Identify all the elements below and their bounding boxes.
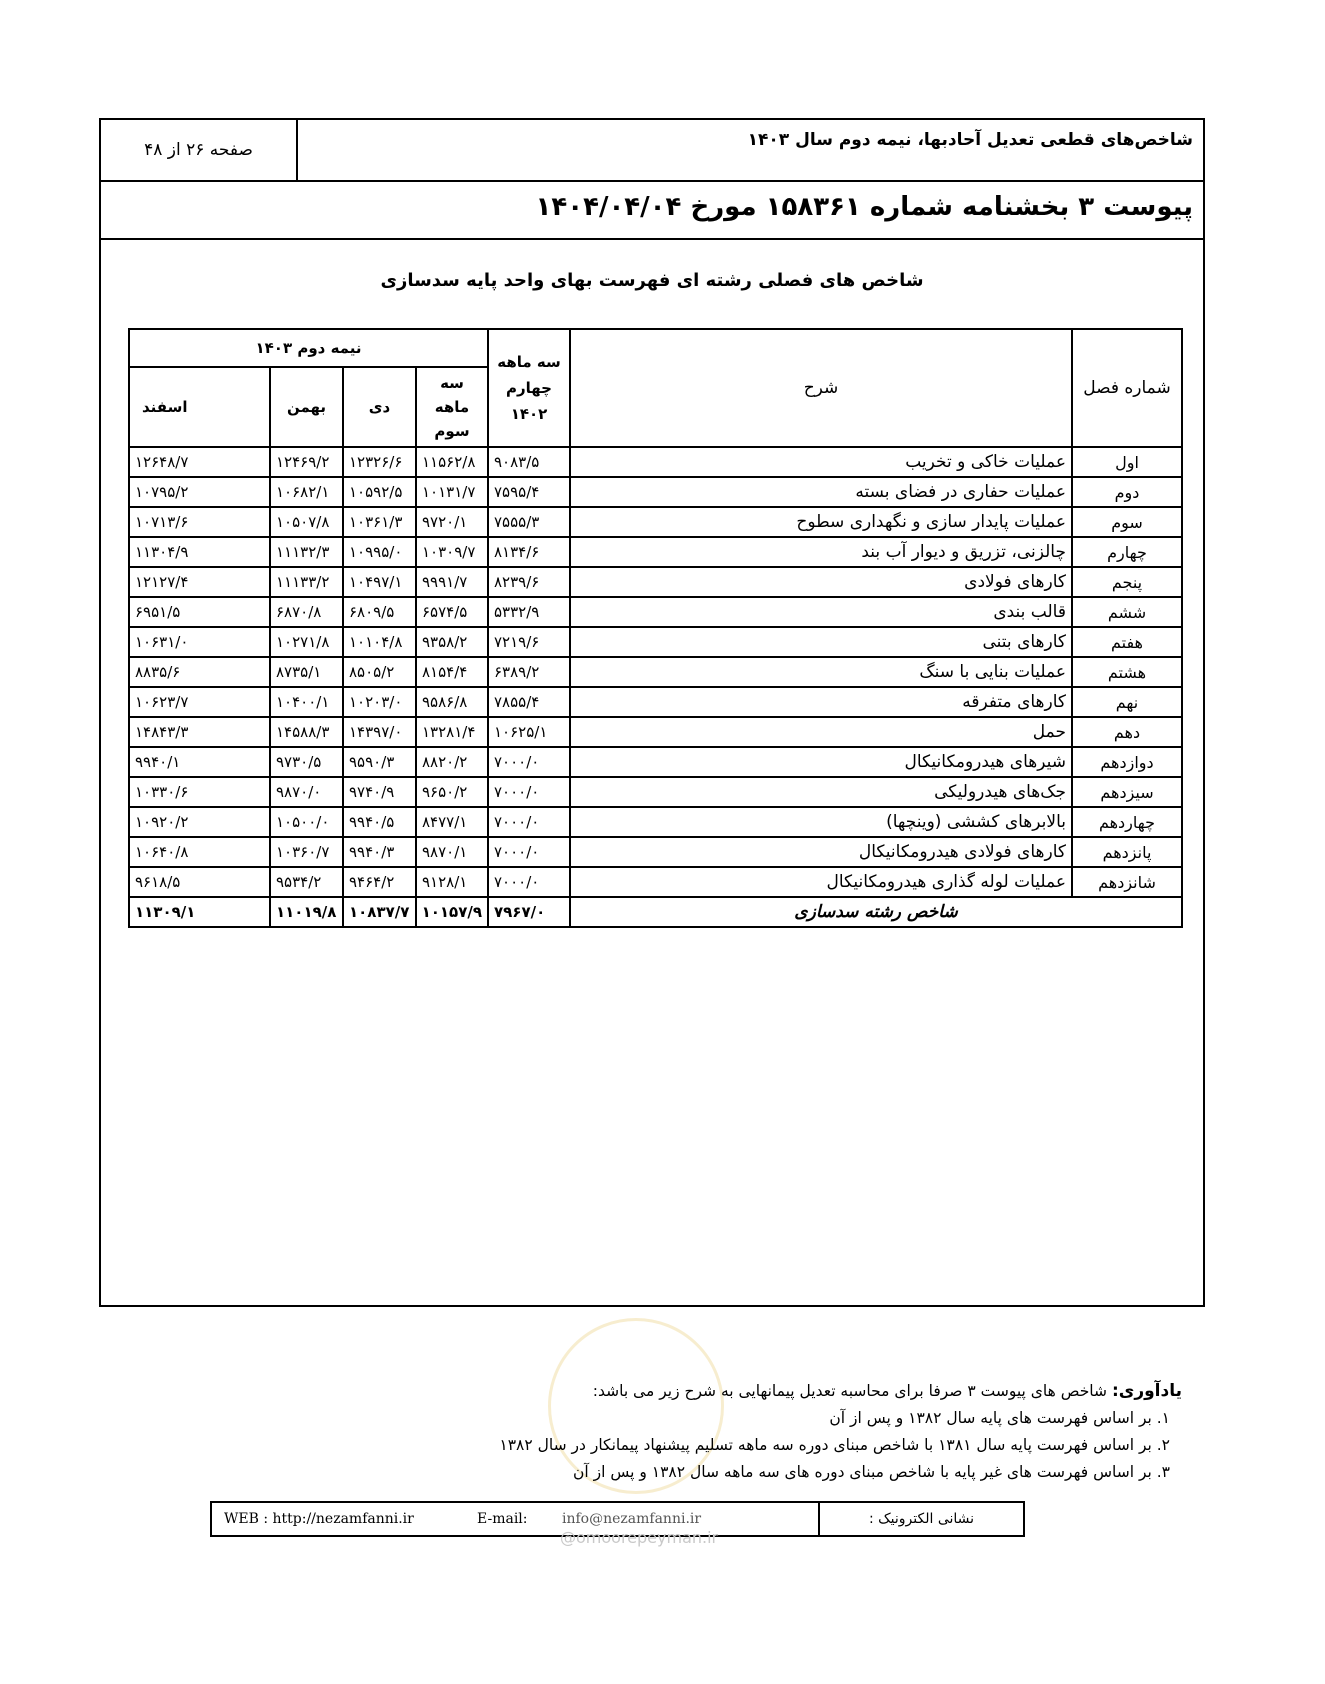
dey-cell: ۱۰۴۹۷/۱ — [343, 567, 416, 597]
web-link[interactable]: WEB : http://nezamfanni.ir — [224, 1511, 414, 1527]
bahman-cell: ۱۰۶۸۲/۱ — [270, 477, 343, 507]
col-esfand-header: اسفند — [129, 367, 270, 447]
header-row — [101, 120, 1203, 182]
table-row — [129, 447, 1182, 477]
desc-cell: عملیات حفاری در فضای بسته — [570, 477, 1072, 507]
header-title: شاخص‌های قطعی تعدیل آحادبها، نیمه دوم سال ۱۴۰۳ — [747, 130, 1193, 150]
bahman-cell: ۱۰۵۰۷/۸ — [270, 507, 343, 537]
bahman-cell: ۶۸۷۰/۸ — [270, 597, 343, 627]
main-title-row — [101, 180, 1203, 240]
email-label: E-mail: — [477, 1511, 528, 1527]
desc-cell: عملیات خاکی و تخریب — [570, 447, 1072, 477]
chapter-cell: شانزدهم — [1072, 867, 1182, 897]
table-row — [129, 747, 1182, 777]
total-q4-cell: ۷۹۶۷/۰ — [488, 897, 570, 927]
dey-cell: ۱۰۲۰۳/۰ — [343, 687, 416, 717]
total-bahman-cell: ۱۱۰۱۹/۸ — [270, 897, 343, 927]
chapter-cell: دوازدهم — [1072, 747, 1182, 777]
q3-cell: ۹۹۹۱/۷ — [416, 567, 488, 597]
q4-cell: ۵۳۳۲/۹ — [488, 597, 570, 627]
chapter-cell: دهم — [1072, 717, 1182, 747]
q4-cell: ۷۰۰۰/۰ — [488, 747, 570, 777]
chapter-cell: هشتم — [1072, 657, 1182, 687]
chapter-cell: پانزدهم — [1072, 837, 1182, 867]
notes-label: یادآوری: — [1111, 1381, 1182, 1401]
esfand-cell: ۸۸۳۵/۶ — [129, 657, 270, 687]
table-row — [129, 477, 1182, 507]
table-row — [129, 507, 1182, 537]
note-item-3: ۳. بر اساس فهرست های غیر پایه با شاخص مبنای دوره های سه ماهه سال ۱۳۸۲ و پس از آن — [573, 1463, 1170, 1481]
desc-cell: عملیات بنایی با سنگ — [570, 657, 1072, 687]
table-row — [129, 837, 1182, 867]
dey-cell: ۸۵۰۵/۲ — [343, 657, 416, 687]
bahman-cell: ۸۷۳۵/۱ — [270, 657, 343, 687]
esfand-cell: ۱۴۸۴۳/۳ — [129, 717, 270, 747]
esfand-cell: ۱۰۶۳۱/۰ — [129, 627, 270, 657]
dey-cell: ۱۰۳۶۱/۳ — [343, 507, 416, 537]
contact-label: نشانی الکترونیک : — [818, 1503, 1023, 1535]
total-dey-cell: ۱۰۸۳۷/۷ — [343, 897, 416, 927]
bahman-cell: ۱۰۵۰۰/۰ — [270, 807, 343, 837]
q3-cell: ۱۰۱۳۱/۷ — [416, 477, 488, 507]
desc-cell: جک‌های هیدرولیکی — [570, 777, 1072, 807]
q3-cell: ۹۱۲۸/۱ — [416, 867, 488, 897]
esfand-cell: ۱۰۶۲۳/۷ — [129, 687, 270, 717]
esfand-cell: ۹۶۱۸/۵ — [129, 867, 270, 897]
desc-cell: کارهای بتنی — [570, 627, 1072, 657]
table-row — [129, 567, 1182, 597]
desc-cell: بالابرهای کششی (وینچها) — [570, 807, 1072, 837]
desc-cell: کارهای فولادی هیدرومکانیکال — [570, 837, 1072, 867]
q4-cell: ۸۲۳۹/۶ — [488, 567, 570, 597]
q4-cell: ۷۰۰۰/۰ — [488, 807, 570, 837]
total-row — [129, 897, 1182, 927]
bahman-cell: ۱۱۱۳۲/۳ — [270, 537, 343, 567]
chapter-cell: ششم — [1072, 597, 1182, 627]
document-frame — [99, 118, 1205, 1307]
chapter-cell: سوم — [1072, 507, 1182, 537]
note-item-1: ۱. بر اساس فهرست های پایه سال ۱۳۸۲ و پس از آن — [829, 1409, 1170, 1427]
bahman-cell: ۱۱۱۳۳/۲ — [270, 567, 343, 597]
esfand-cell: ۱۲۶۴۸/۷ — [129, 447, 270, 477]
desc-cell: شیرهای هیدرومکانیکال — [570, 747, 1072, 777]
total-esfand-cell: ۱۱۳۰۹/۱ — [129, 897, 270, 927]
bahman-cell: ۱۰۴۰۰/۱ — [270, 687, 343, 717]
esfand-cell: ۱۰۷۱۳/۶ — [129, 507, 270, 537]
table-row — [129, 657, 1182, 687]
bahman-cell: ۹۸۷۰/۰ — [270, 777, 343, 807]
bahman-cell: ۹۵۳۴/۲ — [270, 867, 343, 897]
q3-cell: ۹۳۵۸/۲ — [416, 627, 488, 657]
table-row — [129, 807, 1182, 837]
q4-cell: ۷۸۵۵/۴ — [488, 687, 570, 717]
desc-cell: کارهای فولادی — [570, 567, 1072, 597]
q3-cell: ۱۳۲۸۱/۴ — [416, 717, 488, 747]
total-desc-cell: شاخص رشته سدسازی — [570, 897, 1182, 927]
col-dey-header: دی — [343, 367, 416, 447]
esfand-cell: ۱۲۱۲۷/۴ — [129, 567, 270, 597]
notes-intro-line — [362, 1378, 1182, 1405]
q4-cell: ۱۰۶۲۵/۱ — [488, 717, 570, 747]
email-link[interactable]: info@nezamfanni.ir — [562, 1511, 702, 1527]
bahman-cell: ۹۷۳۰/۵ — [270, 747, 343, 777]
page-number — [101, 120, 298, 180]
dey-cell: ۹۵۹۰/۳ — [343, 747, 416, 777]
note-item-2: ۲. بر اساس فهرست پایه سال ۱۳۸۱ با شاخص مبنای دوره سه ماهه تسلیم پیشنهاد پیمانکار در سال ۱۳۸۲ — [499, 1436, 1170, 1454]
bahman-cell: ۱۲۴۶۹/۲ — [270, 447, 343, 477]
dey-cell: ۱۰۵۹۲/۵ — [343, 477, 416, 507]
chapter-cell: دوم — [1072, 477, 1182, 507]
table-row — [129, 777, 1182, 807]
esfand-cell: ۱۰۷۹۵/۲ — [129, 477, 270, 507]
q3-cell: ۹۵۸۶/۸ — [416, 687, 488, 717]
col-desc-header: شرح — [570, 329, 1072, 447]
chapter-cell: پنجم — [1072, 567, 1182, 597]
main-title: پیوست ۳ بخشنامه شماره ۱۵۸۳۶۱ مورخ ۱۴۰۴/۰۴/۰۴ — [535, 192, 1193, 222]
col-q4-header: سه ماهه چهارم ۱۴۰۲ — [488, 329, 570, 447]
bahman-cell: ۱۰۳۶۰/۷ — [270, 837, 343, 867]
dey-cell: ۹۹۴۰/۳ — [343, 837, 416, 867]
group-header: نیمه دوم ۱۴۰۳ — [129, 329, 488, 367]
esfand-cell: ۱۰۳۳۰/۶ — [129, 777, 270, 807]
chapter-cell: اول — [1072, 447, 1182, 477]
desc-cell: حمل — [570, 717, 1072, 747]
col-bahman-header: بهمن — [270, 367, 343, 447]
q3-cell: ۱۰۳۰۹/۷ — [416, 537, 488, 567]
esfand-cell: ۶۹۵۱/۵ — [129, 597, 270, 627]
desc-cell: قالب بندی — [570, 597, 1072, 627]
table-row — [129, 597, 1182, 627]
page-number-text: صفحه ۲۶ از ۴۸ — [144, 140, 253, 160]
q4-cell: ۷۰۰۰/۰ — [488, 867, 570, 897]
esfand-cell: ۱۰۹۲۰/۲ — [129, 807, 270, 837]
col-chapter-header: شماره فصل — [1072, 329, 1182, 447]
table-row — [129, 537, 1182, 567]
q4-cell: ۷۰۰۰/۰ — [488, 777, 570, 807]
table-row — [129, 687, 1182, 717]
chapter-cell: چهاردهم — [1072, 807, 1182, 837]
q3-cell: ۸۱۵۴/۴ — [416, 657, 488, 687]
esfand-cell: ۱۰۶۴۰/۸ — [129, 837, 270, 867]
q4-cell: ۷۵۹۵/۴ — [488, 477, 570, 507]
chapter-cell: سیزدهم — [1072, 777, 1182, 807]
esfand-cell: ۱۱۳۰۴/۹ — [129, 537, 270, 567]
dey-cell: ۹۴۶۴/۲ — [343, 867, 416, 897]
q4-cell: ۷۵۵۵/۳ — [488, 507, 570, 537]
q3-cell: ۹۷۲۰/۱ — [416, 507, 488, 537]
bahman-cell: ۱۰۲۷۱/۸ — [270, 627, 343, 657]
q3-cell: ۶۵۷۴/۵ — [416, 597, 488, 627]
q3-cell: ۹۶۵۰/۲ — [416, 777, 488, 807]
q4-cell: ۷۲۱۹/۶ — [488, 627, 570, 657]
bahman-cell: ۱۴۵۸۸/۳ — [270, 717, 343, 747]
table-row — [129, 627, 1182, 657]
total-q3-cell: ۱۰۱۵۷/۹ — [416, 897, 488, 927]
q4-cell: ۸۱۳۴/۶ — [488, 537, 570, 567]
desc-cell: عملیات لوله گذاری هیدرومکانیکال — [570, 867, 1072, 897]
q4-cell: ۷۰۰۰/۰ — [488, 837, 570, 867]
dey-cell: ۱۲۳۲۶/۶ — [343, 447, 416, 477]
desc-cell: کارهای متفرقه — [570, 687, 1072, 717]
q4-cell: ۶۳۸۹/۲ — [488, 657, 570, 687]
chapter-cell: نهم — [1072, 687, 1182, 717]
q4-cell: ۹۰۸۳/۵ — [488, 447, 570, 477]
chapter-cell: هفتم — [1072, 627, 1182, 657]
q3-cell: ۸۸۲۰/۲ — [416, 747, 488, 777]
col-q3-header: سه ماهه سوم — [416, 367, 488, 447]
sub-title: شاخص های فصلی رشته ای فهرست بهای واحد پایه سدسازی — [380, 270, 924, 291]
notes — [362, 1378, 1182, 1486]
desc-cell: عملیات پایدار سازی و نگهداری سطوح — [570, 507, 1072, 537]
dey-cell: ۶۸۰۹/۵ — [343, 597, 416, 627]
dey-cell: ۱۴۳۹۷/۰ — [343, 717, 416, 747]
desc-cell: چالزنی، تزریق و دیوار آب بند — [570, 537, 1072, 567]
q3-cell: ۱۱۵۶۲/۸ — [416, 447, 488, 477]
dey-cell: ۹۹۴۰/۵ — [343, 807, 416, 837]
table-row — [129, 867, 1182, 897]
dey-cell: ۱۰۹۹۵/۰ — [343, 537, 416, 567]
index-table — [128, 328, 1183, 928]
chapter-cell: چهارم — [1072, 537, 1182, 567]
dey-cell: ۹۷۴۰/۹ — [343, 777, 416, 807]
esfand-cell: ۹۹۴۰/۱ — [129, 747, 270, 777]
table-row — [129, 717, 1182, 747]
dey-cell: ۱۰۱۰۴/۸ — [343, 627, 416, 657]
q3-cell: ۸۴۷۷/۱ — [416, 807, 488, 837]
q3-cell: ۹۸۷۰/۱ — [416, 837, 488, 867]
watermark-text: @omoorepeyman.ir — [560, 1528, 719, 1547]
notes-intro: شاخص های پیوست ۳ صرفا برای محاسبه تعدیل پیمانهایی به شرح زیر می باشد: — [592, 1382, 1107, 1400]
